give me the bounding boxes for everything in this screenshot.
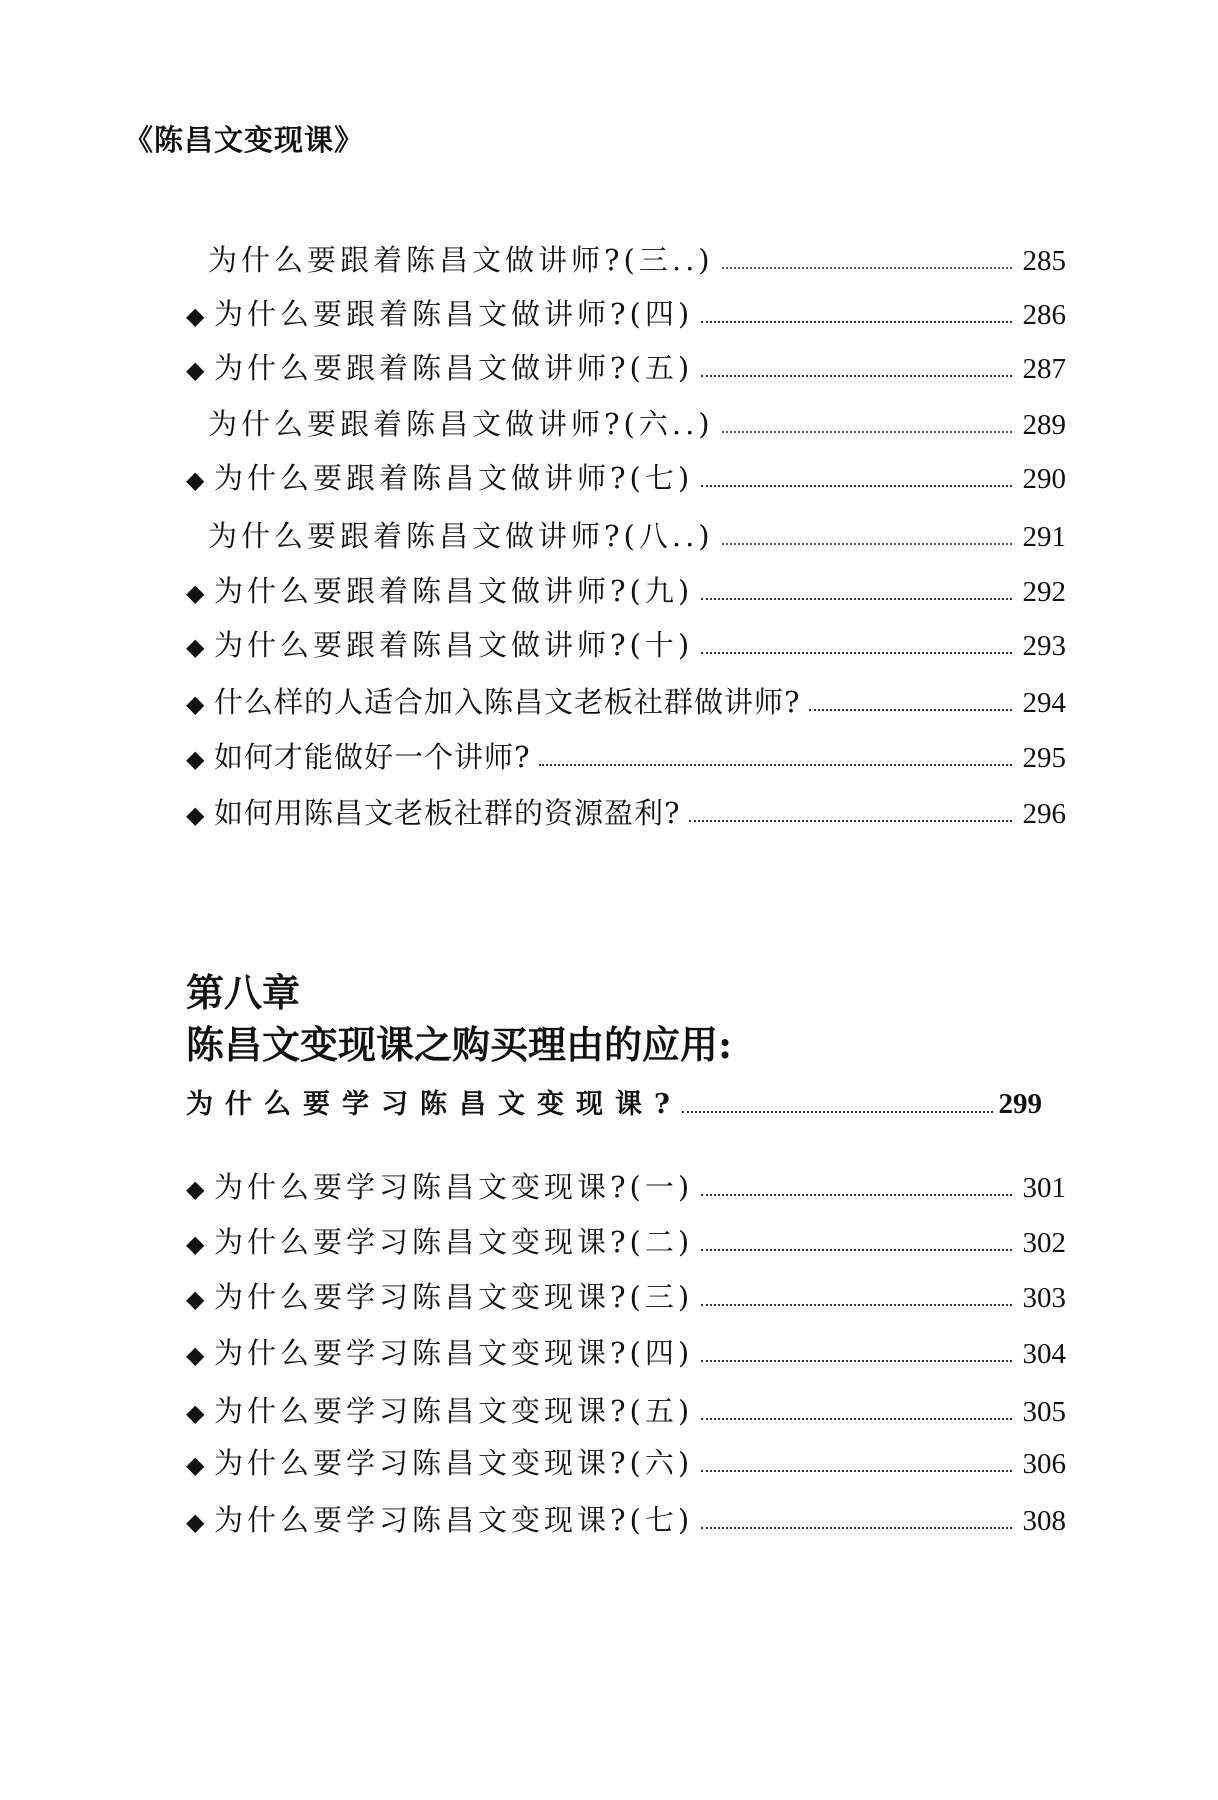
toc-entry[interactable]	[186, 1331, 1066, 1371]
toc-entry[interactable]	[186, 680, 1066, 720]
section-entry[interactable]	[186, 1082, 1042, 1122]
diamond-bullet-icon: ◆	[186, 356, 205, 384]
toc-entry-label: 什么样的人适合加入陈昌文老板社群做讲师?	[214, 685, 801, 719]
toc-entry-page: 302	[1022, 1227, 1066, 1259]
chapter-number: 第八章	[186, 970, 301, 1015]
toc-entry-label: 为什么要跟着陈昌文做讲师?(三..)	[208, 243, 714, 277]
diamond-bullet-icon: ◆	[186, 579, 205, 607]
dot-leader	[682, 1110, 993, 1113]
toc-entry[interactable]	[186, 1275, 1066, 1315]
toc-entry[interactable]	[186, 623, 1066, 663]
toc-entry-page: 296	[1022, 798, 1066, 830]
chapter-title: 陈昌文变现课之购买理由的应用:	[186, 1022, 733, 1067]
toc-entry-page: 306	[1022, 1448, 1066, 1480]
toc-entry-label: 为什么要学习陈昌文变现课?(五)	[214, 1394, 694, 1428]
toc-entry[interactable]	[186, 569, 1066, 609]
diamond-bullet-icon: ◆	[186, 1508, 205, 1536]
diamond-bullet-icon: ◆	[186, 690, 205, 718]
diamond-bullet-icon: ◆	[186, 466, 205, 494]
toc-entry[interactable]	[186, 735, 1066, 775]
toc-entry-page: 291	[1022, 521, 1066, 553]
dot-leader	[701, 1526, 1012, 1529]
diamond-bullet-icon: ◆	[186, 1285, 205, 1313]
dot-leader	[701, 1248, 1012, 1251]
dot-leader	[701, 1469, 1012, 1472]
toc-entry[interactable]	[186, 456, 1066, 496]
dot-leader	[701, 1359, 1012, 1362]
running-header: 《陈昌文变现课》	[124, 123, 365, 157]
diamond-bullet-icon: ◆	[186, 1399, 205, 1427]
toc-entry-label: 为什么要跟着陈昌文做讲师?(十)	[214, 628, 694, 662]
toc-entry[interactable]	[186, 346, 1066, 386]
diamond-bullet-icon: ◆	[186, 801, 205, 829]
toc-entry-label: 为什么要学习陈昌文变现课?(二)	[214, 1225, 694, 1259]
dot-leader	[701, 484, 1012, 487]
dot-leader	[701, 1303, 1012, 1306]
toc-entry-page: 293	[1022, 630, 1066, 662]
toc-entry-page: 294	[1022, 687, 1066, 719]
toc-entry-label: 为什么要学习陈昌文变现课?(一)	[214, 1170, 694, 1204]
diamond-bullet-icon: ◆	[186, 745, 205, 773]
toc-entry[interactable]	[186, 292, 1066, 332]
toc-entry-label: 为什么要跟着陈昌文做讲师?(七)	[214, 461, 694, 495]
toc-entry-page: 289	[1022, 409, 1066, 441]
toc-entry[interactable]	[186, 1220, 1066, 1260]
toc-entry-label: 为什么要学习陈昌文变现课?(三)	[214, 1280, 694, 1314]
toc-entry[interactable]	[186, 1498, 1066, 1538]
toc-entry-label: 为什么要跟着陈昌文做讲师?(九)	[214, 574, 694, 608]
toc-entry-label: 如何用陈昌文老板社群的资源盈利?	[214, 796, 681, 830]
toc-entry-label: 为什么要学习陈昌文变现课?(七)	[214, 1503, 694, 1537]
diamond-bullet-icon: ◆	[186, 1230, 205, 1258]
toc-entry-label: 为什么要跟着陈昌文做讲师?(四)	[214, 297, 694, 331]
dot-leader	[539, 763, 1012, 766]
toc-entry-label: 为什么要跟着陈昌文做讲师?(六..)	[208, 407, 714, 441]
diamond-bullet-icon: ◆	[186, 1175, 205, 1203]
toc-entry[interactable]	[186, 791, 1066, 831]
toc-entry[interactable]	[208, 514, 1066, 554]
toc-entry-label: 如何才能做好一个讲师?	[214, 740, 531, 774]
dot-leader	[701, 597, 1012, 600]
dot-leader	[722, 266, 1012, 269]
toc-entry-page: 285	[1022, 245, 1066, 277]
dot-leader	[689, 819, 1012, 822]
toc-entry-page: 287	[1022, 353, 1066, 385]
diamond-bullet-icon: ◆	[186, 302, 205, 330]
toc-entry-page: 290	[1022, 463, 1066, 495]
dot-leader	[722, 542, 1012, 545]
section-entry-label: 为什么要学习陈昌文变现课?	[186, 1089, 682, 1120]
toc-entry-page: 286	[1022, 299, 1066, 331]
diamond-bullet-icon: ◆	[186, 1451, 205, 1479]
toc-entry-page: 305	[1022, 1396, 1066, 1428]
toc-entry-label: 为什么要跟着陈昌文做讲师?(八..)	[208, 519, 714, 553]
toc-entry[interactable]	[186, 1389, 1066, 1429]
toc-entry[interactable]	[186, 1441, 1066, 1481]
toc-entry-label: 为什么要学习陈昌文变现课?(六)	[214, 1446, 694, 1480]
toc-entry-page: 301	[1022, 1172, 1066, 1204]
diamond-bullet-icon: ◆	[186, 1341, 205, 1369]
dot-leader	[701, 651, 1012, 654]
toc-entry-page: 295	[1022, 742, 1066, 774]
diamond-bullet-icon: ◆	[186, 633, 205, 661]
toc-entry-label: 为什么要跟着陈昌文做讲师?(五)	[214, 351, 694, 385]
dot-leader	[701, 374, 1012, 377]
dot-leader	[809, 708, 1012, 711]
dot-leader	[722, 430, 1012, 433]
dot-leader	[701, 320, 1012, 323]
dot-leader	[701, 1417, 1012, 1420]
toc-entry[interactable]	[208, 402, 1066, 442]
toc-entry-page: 304	[1022, 1338, 1066, 1370]
toc-entry[interactable]	[186, 1165, 1066, 1205]
toc-entry-label: 为什么要学习陈昌文变现课?(四)	[214, 1336, 694, 1370]
toc-entry-page: 303	[1022, 1282, 1066, 1314]
toc-entry-page: 292	[1022, 576, 1066, 608]
section-entry-page: 299	[998, 1088, 1042, 1120]
toc-entry-page: 308	[1022, 1505, 1066, 1537]
dot-leader	[701, 1193, 1012, 1196]
toc-entry[interactable]	[208, 238, 1066, 278]
